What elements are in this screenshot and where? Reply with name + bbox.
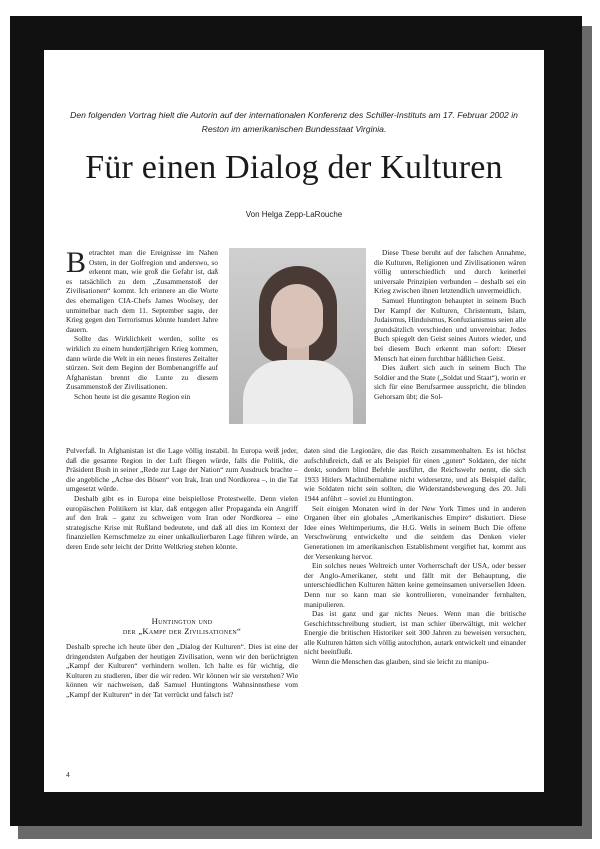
page-number: 4 [66, 770, 70, 779]
section-heading [66, 616, 298, 636]
paragraph: Pulverfaß. In Afghanistan ist die Lage völlig instabil. In Europa weiß jeder, daß die gesamte Region in der Luft fliegen würde, falls die Politik, die Präsident Bush in seiner „Rede zur Lage der Nation“ zum Ausdruck brachte – die angebliche „Achse des Bösen“ von Irak, Iran und Nordkorea –, in die Tat umgesetzt würde. [66, 446, 298, 494]
article-byline: Von Helga Zepp-LaRouche [245, 210, 343, 219]
section-heading-line: Huntington und [151, 616, 213, 626]
paragraph: Ein solches neues Weltreich unter Vorherrschaft der USA, oder besser der Anglo-Amerikaner, steht und fällt mit der Behauptung, die unterschiedlichen Kulturen hätten keine gemeinsamen universellen Ideen. Denn nur so kann man sie kontrollieren, voneinander fernhalten, manipulieren. [304, 561, 526, 609]
paragraph: Sollte das Wirklichkeit werden, sollte es wirklich zu einem hundertjährigen Krieg kommen, dann würde die Welt in ein neues finsteres Zeitalter stürzen. Seit dem Beginn der Bombenangriffe auf Afghanistan brennt die Lunte zu diesem Zusammenstoß der Zivilisationen. [66, 334, 218, 392]
right-column [374, 248, 526, 402]
paragraph: Wenn die Menschen das glauben, sind sie leicht zu manipu- [312, 657, 489, 667]
document-page [44, 50, 544, 792]
drop-cap: B [66, 246, 87, 279]
paragraph: daten sind die Legionäre, die das Reich zusammenhalten. Es ist höchst aufschlußreich, daß er als Beispiel für einen „guten“ Soldaten, der nicht denkt, sondern blind Befehle ausführt, die Reichswehr nennt, die sich 1933 Hitlers Machtübernahme nicht widersetzte, und als Beispiel dafür, wie Soldaten nicht sein sollten, die Widerstandsbewegung des 20. Juli 1944 anführt – soviel zu Huntington. [304, 446, 526, 503]
paragraph-text: etrachtet man die Ereignisse im Nahen Osten, in der Golfregion und anderswo, so erkennt man, wie groß die Gefahr ist, daß es tatsächlich zu dem „Zusammenstoß der Zivilisationen“ kommt. Ich erinnere an die Worte des ehemaligen CIA-Chefs James Woolsey, der unmittelbar nach dem 11. September sagte, der Krieg gegen den Terrorismus könnte hundert Jahre dauern. [66, 248, 218, 334]
author-photo [229, 248, 366, 424]
photo-face [271, 284, 323, 348]
paragraph: Samuel Huntington behauptet in seinem Buch Der Kampf der Kulturen, Christentum, Islam, Judaismus, Hinduismus, Konfuzianismus seien alle grundsätzlich verschieden und unvereinbar. Jedes Buch spiegelt den Geist seines Autors wieder, und bei diesem Buch erkennt man sofort: Dieser Mensch hat einen furchtbar häßlichen Geist. [374, 295, 526, 363]
left-lower-column [66, 446, 298, 552]
left-column [66, 248, 218, 402]
section-heading-line: der „Kampf der Zivilisationen“ [122, 626, 242, 636]
paragraph: Schon heute ist die gesamte Region ein [74, 391, 191, 401]
paragraph [66, 248, 218, 334]
paragraph: Deshalb spreche ich heute über den „Dialog der Kulturen“. Dies ist eine der dringendsten Aufgaben der heutigen Zivilisation, wenn wir den berüchtigten „Kampf der Kulturen“ verhindern wollen. Ich halte es für wichtig, die Kulturen zu studieren, über die wir reden. Wir können wir sie verstehen? Wie können wir nachweisen, daß Samuel Huntingtons Wahnsinnsthese vom „Kampf der Kulturen“ in der Tat verrückt und falsch ist? [66, 642, 298, 699]
paragraph: Seit einigen Monaten wird in der New York Times und in anderen Organen über ein globales „Amerikanisches Empire“ diskutiert. Diese Idee eines Weltimperiums, die H.G. Wells in seinem Buch Die offene Verschwörung entwickelte und die seitdem das Denken vieler Generationen im amerikanischen Establishment vergiftet hat, kommt aus der Versenkung hervor. [304, 503, 526, 561]
right-lower-column [304, 446, 526, 667]
paragraph: Diese These beruht auf der falschen Annahme, die Kulturen, Religionen und Zivilisationen wären völlig unterschiedlich und durch keinerlei universale Prinzipien verbunden – deshalb sei ein Krieg zwischen ihnen letztendlich unvermeidlich. [374, 248, 526, 296]
paragraph: Dies äußert sich auch in seinem Buch The Soldier and the State („Soldat und Staat“), worin er sich für eine Berufsarmee ausspricht, die blinden Gehorsam übt; die Sol- [374, 363, 526, 401]
paragraph: Das ist ganz und gar nichts Neues. Wenn man die britische Geschichtsschreibung studiert, ist man schier überwältigt, mit welcher Energie die britischen Historiker seit 300 Jahren zu beweisen versuchen, alle Kulturen hätten sich völlig autochthon, autark entwickelt und einander nicht beeinflußt. [304, 609, 526, 657]
left-section-body [66, 642, 298, 700]
paragraph: Deshalb gibt es in Europa eine beispiellose Protestwelle. Denn vielen europäischen Politikern ist klar, daß entgegen aller Propaganda ein Angriff auf den Irak – ganz zu schweigen vom Iran oder Nordkorea – eine strategische Krise mit Rußland bedeutete, und daß all dies im Kontext der finanziellen Kernschmelze zu einer unkalkulierbaren Lage führen würde, an deren Ende sehr leicht der Dritte Weltkrieg stehen könnte. [66, 493, 298, 551]
intro-note: Den folgenden Vortrag hielt die Autorin auf der internationalen Konferenz des Schiller-Instituts am 17. Februar 2002 in Reston im amerikanischen Bundesstaat Virginia. [70, 110, 518, 134]
article-title: Für einen Dialog der Kulturen [85, 149, 503, 186]
photo-shirt [243, 360, 353, 424]
